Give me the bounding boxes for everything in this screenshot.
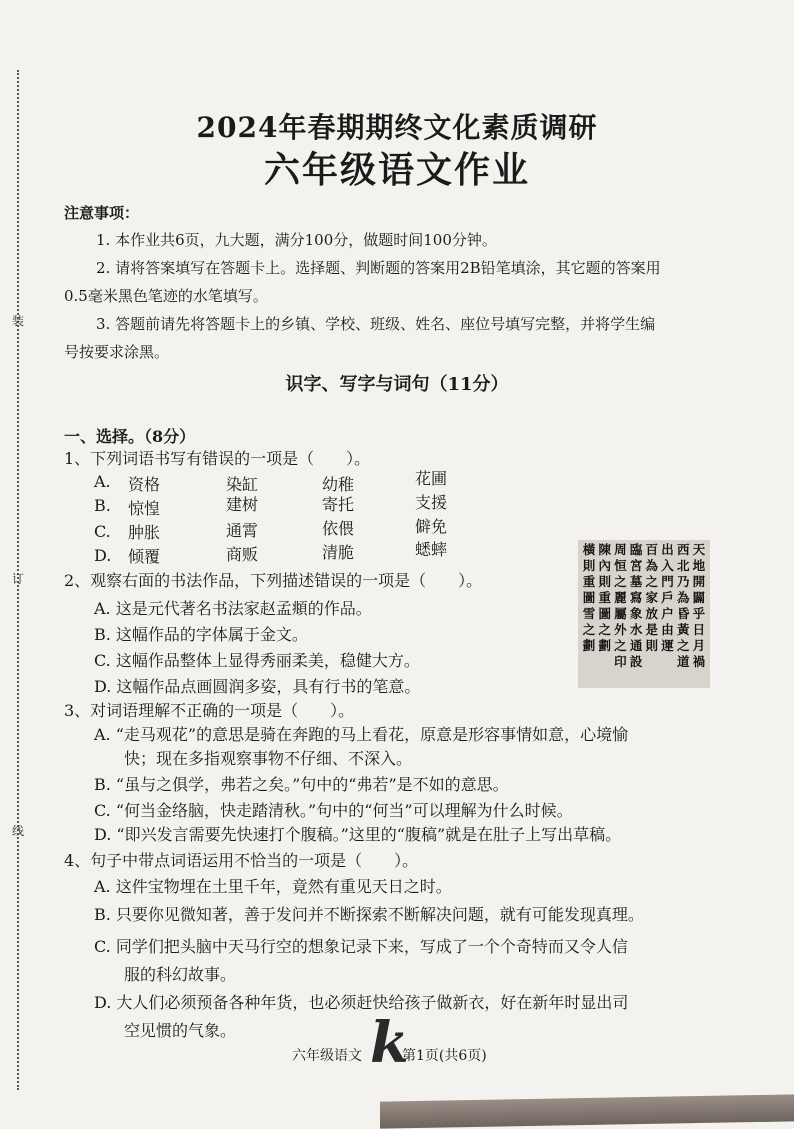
question-2-option-d: D. 这幅作品点画圆润多姿，具有行书的笔意。 — [94, 677, 421, 696]
option-label: B. — [94, 496, 111, 515]
question-3-option-c: C. “何当金络脑，快走踏清秋。”句中的“何当”可以理解为什么时候。 — [94, 801, 573, 820]
option-word: 支援 — [415, 493, 448, 512]
option-word: 依偎 — [322, 519, 355, 538]
margin-mark: 线 — [12, 824, 25, 838]
question-4-option-c-cont: 服的科幻故事。 — [124, 965, 237, 984]
calligraphy-column: 臨宮墓寫象水通設 — [629, 542, 643, 669]
question-3-stem: 3、对词语理解不正确的一项是（ ）。 — [64, 701, 355, 720]
notice-item-1: 1. 本作业共6页，九大题，满分100分，做题时间100分钟。 — [96, 231, 497, 249]
scan-watermark-k: k — [370, 1010, 409, 1076]
option-word: 倾覆 — [128, 547, 161, 566]
calligraphy-column: 百為之家放是則 — [645, 542, 659, 653]
question-4-option-d-cont: 空见惯的气象。 — [124, 1021, 237, 1040]
option-word: 资格 — [128, 475, 161, 494]
scan-shadow-edge — [380, 1094, 794, 1128]
exam-title: 2024年春期期终文化素质调研 — [196, 111, 598, 144]
question-2-option-b: B. 这幅作品的字体属于金文。 — [94, 625, 308, 644]
option-word: 惊惶 — [128, 499, 161, 518]
question-3-option-d: D. “即兴发言需要先快速打个腹稿。”这里的“腹稿”就是在肚子上写出草稿。 — [94, 825, 622, 844]
question-4-stem: 4、句子中带点词语运用不恰当的一项是（ ）。 — [64, 851, 419, 870]
option-word: 寄托 — [322, 495, 355, 514]
question-1-stem: 1、下列词语书写有错误的一项是（ ）。 — [64, 449, 371, 468]
option-word: 通霄 — [226, 521, 259, 540]
question-3-option-a-cont: 快；现在多指观察事物不仔细、不深入。 — [124, 749, 413, 768]
question-4-option-c: C. 同学们把头脑中天马行空的想象记录下来，写成了一个个奇特而又令人信 — [94, 937, 628, 956]
notice-item-3: 3. 答题前请先将答题卡上的乡镇、学校、班级、姓名、座位号填写完整，并将学生编 — [96, 315, 656, 333]
notice-label: 注意事项： — [64, 204, 140, 222]
notice-item-3-cont: 号按要求涂黑。 — [64, 343, 170, 361]
option-word: 花圃 — [415, 469, 448, 488]
option-word: 染缸 — [226, 475, 259, 494]
question-4-option-d: D. 大人们必须预备各种年货，也必须赶快给孩子做新衣，好在新年时显出司 — [94, 993, 629, 1012]
question-3-option-b: B. “虽与之俱学，弗若之矣。”句中的“弗若”是不如的意思。 — [94, 775, 509, 794]
option-word: 建树 — [226, 495, 259, 514]
option-word: 清脆 — [322, 543, 355, 562]
option-word: 蟋蟀 — [415, 540, 448, 559]
notice-item-2: 2. 请将答案填写在答题卡上。选择题、判断题的答案用2B铅笔填涂，其它题的答案用 — [96, 259, 661, 277]
question-2-option-a: A. 这是元代著名书法家赵孟頫的作品。 — [94, 599, 372, 618]
option-label: A. — [94, 472, 111, 491]
margin-mark: 订 — [12, 572, 25, 586]
footer-subject: 六年级语文 — [292, 1048, 362, 1064]
calligraphy-column: 周恒之麗屬外之印 — [614, 542, 627, 669]
calligraphy-column: 陳內則重圖之劃 — [598, 542, 611, 653]
option-word: 僻免 — [415, 517, 448, 536]
calligraphy-column: 出入門戶户由運 — [661, 542, 674, 653]
calligraphy-artwork — [578, 540, 710, 688]
section-title: 识字、写字与词句（11分） — [285, 374, 509, 395]
calligraphy-column: 橫則重圖雪之劃 — [582, 542, 596, 653]
calligraphy-column: 西北乃為昏黃之道 — [676, 542, 690, 669]
margin-mark: 装 — [12, 314, 25, 328]
option-word: 幼稚 — [322, 475, 355, 494]
calligraphy-column: 天地開闢乎日月禍 — [692, 542, 706, 669]
option-label: C. — [94, 522, 111, 541]
question-3-option-a: A. “走马观花”的意思是骑在奔跑的马上看花，原意是形容事情如意，心境愉 — [94, 725, 629, 744]
question-4-option-b: B. 只要你见微知著，善于发问并不断探索不断解决问题，就有可能发现真理。 — [94, 905, 644, 924]
option-word: 肿胀 — [128, 523, 161, 542]
question-2-option-c: C. 这幅作品整体上显得秀丽柔美，稳健大方。 — [94, 651, 420, 670]
footer-page-number: 第1页(共6页) — [402, 1048, 487, 1064]
question-4-option-a: A. 这件宝物埋在土里千年，竟然有重见天日之时。 — [94, 877, 452, 896]
option-word: 商贩 — [226, 545, 259, 564]
exam-subtitle: 六年级语文作业 — [263, 149, 530, 191]
notice-item-2-cont: 0.5毫米黑色笔迹的水笔填写。 — [64, 287, 268, 305]
question-2-stem: 2、观察右面的书法作品，下列描述错误的一项是（ ）。 — [64, 571, 483, 590]
part-heading: 一、选择。（8分） — [64, 427, 196, 446]
option-label: D. — [94, 546, 112, 565]
